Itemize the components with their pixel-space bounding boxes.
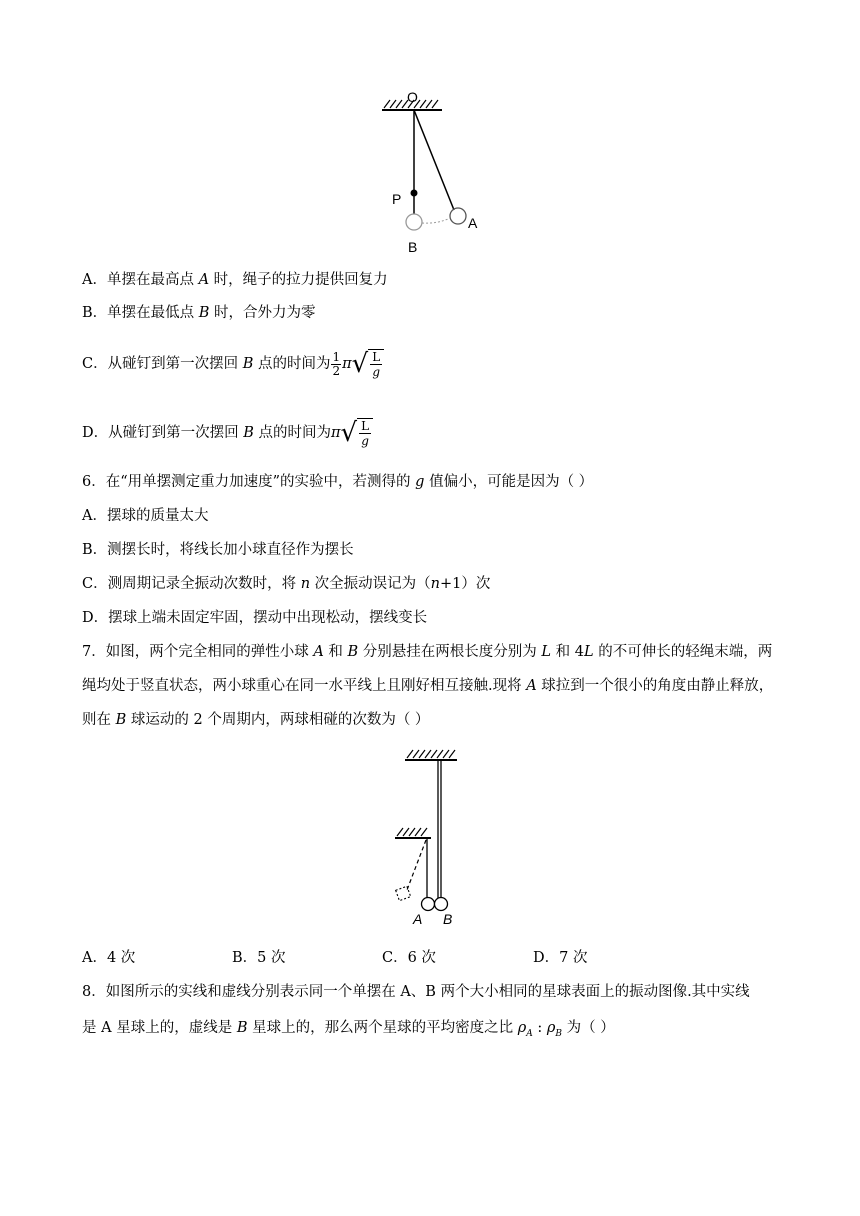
q6-option-a: A．摆球的质量太大 [82,508,209,524]
fig1-label-b: B [408,239,418,255]
q8-stem-line1: 8．如图所示的实线和虚线分别表示同一个单摆在 A、B 两个大小相同的星球表面上的振动图像.其中实线 [82,984,750,1000]
pendulum-nail-figure [370,88,490,258]
q6-option-b: B．测摆长时，将线长加小球直径作为摆长 [82,542,354,558]
q5-option-c: C．从碰钉到第一次摆回 B 点的时间为 $\frac{1}{2}$ π √ L g [82,342,384,386]
q7-choice-d: D．7 次 [533,950,588,966]
fig1-label-a: A [468,215,478,231]
fig1-label-p: P [392,191,402,207]
fig2-label-a: A [413,911,423,927]
q5-option-a: A．单摆在最高点 A 时，绳子的拉力提供回复力 [82,272,388,288]
q5-option-b: B．单摆在最低点 B 时，合外力为零 [82,305,316,321]
q7-stem-line1: 7．如图，两个完全相同的弹性小球 A 和 B 分别悬挂在两根长度分别为 L 和 4L 的不可伸长的轻绳末端，两 [82,644,773,660]
two-pendulums-figure [385,746,495,930]
q6-option-c: C．测周期记录全振动次数时，将 n 次全振动误记为（n+1）次 [82,576,491,592]
fig2-label-b: B [443,911,453,927]
q6-stem: 6．在“用单摆测定重力加速度”的实验中，若测得的 g 值偏小，可能是因为（ ） [82,474,594,490]
q7-stem-line3: 则在 B 球运动的 2 个周期内，两球相碰的次数为（ ） [82,712,430,728]
q7-stem-line2: 绳均处于竖直状态，两小球重心在同一水平线上且刚好相互接触.现将 A 球拉到一个很小的角度由静止释放， [82,678,774,694]
q5-option-d: D．从碰钉到第一次摆回 B 点的时间为π √ L g [82,411,373,455]
q8-stem-line2: 是 A 星球上的，虚线是 B 星球上的，那么两个星球的平均密度之比 $\rho_A$ : $\rho_B$ 为（ ） [82,1020,615,1039]
q7-choice-a: A．4 次 [82,950,136,966]
q7-choice-c: C．6 次 [382,950,436,966]
q7-choice-b: B．5 次 [232,950,286,966]
fig1-label-o: O [407,89,418,105]
q6-option-d: D．摆球上端未固定牢固，摆动中出现松动，摆线变长 [82,610,428,626]
